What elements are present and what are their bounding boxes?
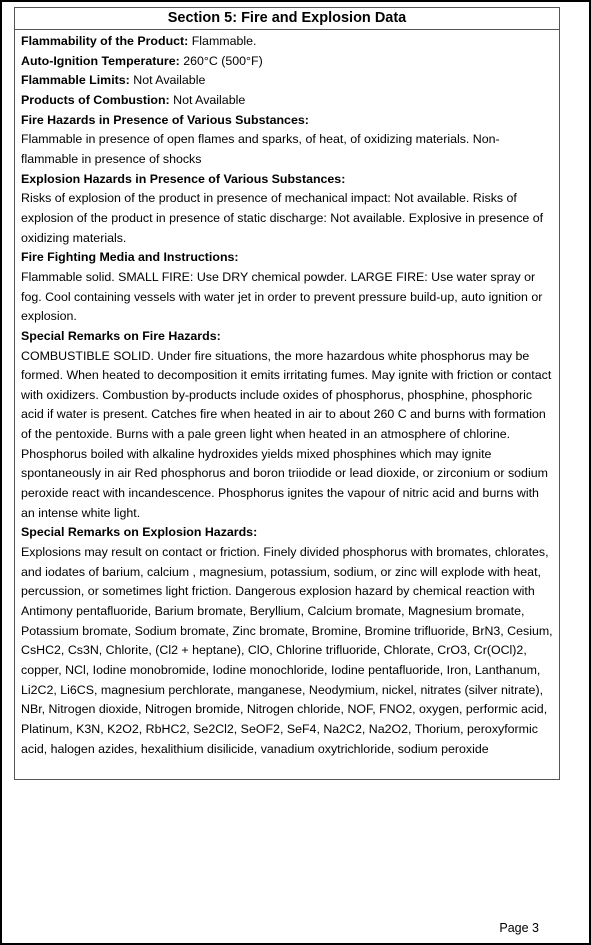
fire-fighting-text: Flammable solid. SMALL FIRE: Use DRY chemical powder. LARGE FIRE: Use water spray or fog. Cool containing vessels with water jet in order to prevent pressure build-up, auto ignition or explosion. xyxy=(21,269,543,324)
explosion-remarks-heading: Special Remarks on Explosion Hazards: xyxy=(21,525,258,540)
autoignition-value: 260°C (500°F) xyxy=(179,53,263,68)
explosion-hazards-text: Risks of explosion of the product in presence of mechanical impact: Not available. Risks of explosion of the product in presence of static discharge: Not available. Explosive in presence of oxidizing materials. xyxy=(21,191,544,245)
flammable-limits-label: Flammable Limits: xyxy=(21,73,130,88)
products-combustion-row xyxy=(21,91,555,111)
fire-hazards-heading: Fire Hazards in Presence of Various Substances: xyxy=(21,112,309,127)
section-body xyxy=(15,30,559,759)
flammability-label: Flammability of the Product: xyxy=(21,34,189,48)
autoignition-row xyxy=(21,52,555,72)
fire-remarks-text: COMBUSTIBLE SOLID. Under fire situations, the more hazardous white phosphorus may be formed. When heated to decomposition it emits irritating fumes. May ignite with friction or contact with oxidizers. Combustion by-products include oxides of phosphorus, phosphine, phosphoric acid if water is present. Catches fire when heated in air to about 260 C and burns with formation of the pentoxide. Burns with a pale green light when heated in an atmosphere of chlorine. Phosphorus boiled with alkaline hydroxides yields mixed phosphines which may ignite spontaneously in air Red phosphorus and boron triiodide or lead dioxide, or zirconium or sodium peroxide react with incandescence. Phosphorus ignites the vapour of nitric acid and burns with an intense white light. xyxy=(21,348,552,520)
products-combustion-value: Not Available xyxy=(169,92,246,107)
page-number: Page 3 xyxy=(499,921,539,935)
autoignition-label: Auto-Ignition Temperature: xyxy=(21,53,180,68)
section-title: Section 5: Fire and Explosion Data xyxy=(15,8,559,30)
flammable-limits-row xyxy=(21,71,555,91)
explosion-hazards-heading: Explosion Hazards in Presence of Various Substances: xyxy=(21,171,346,186)
fire-fighting-heading: Fire Fighting Media and Instructions: xyxy=(21,250,239,265)
flammable-limits-value: Not Available xyxy=(129,73,206,88)
flammability-row xyxy=(21,32,555,52)
products-combustion-label: Products of Combustion: xyxy=(21,92,170,107)
fire-hazards-text: Flammable in presence of open flames and sparks, of heat, of oxidizing materials. Non-flammable in presence of shocks xyxy=(21,132,500,166)
fire-remarks-heading: Special Remarks on Fire Hazards: xyxy=(21,328,221,343)
explosion-remarks-text: Explosions may result on contact or friction. Finely divided phosphorus with bromates, chlorates, and iodates of barium, calcium , magnesium, potassium, sodium, or zinc will explode with heat, percussion, or sometimes light friction. Dangerous explosion hazard by chemical reaction with Antimony pentafluoride, Barium bromate, Beryllium, Calcium bromate, Magnesium bromate, Potassium bromate, Sodium bromate, Zinc bromate, Bromine, Bromine trifluoride, BrN3, Cesium, CsHC2, Cs3N, Chlorite, (Cl2 + heptane), ClO, Chlorine trifluoride, Chlorate, CrO3, Cr(OCl)2, copper, NCl, Iodine monobromide, Iodine monochloride, Iodine pentafluoride, Iron, Lanthanum, Li2C2, Li6CS, magnesium perchlorate, manganese, Neodymium, nickel, nitrates (silver nitrate), NBr, Nitrogen dioxide, Nitrogen bromide, Nitrogen chloride, NOF, FNO2, oxygen, performic acid, Platinum, K3N, K2O2, RbHC2, Se2Cl2, SeOF2, SeF4, Na2C2, Na2O2, Thorium, peroxyformic acid, halogen azides, hexalithium disilicide, vanadium oxytrichloride, sodium peroxide xyxy=(21,545,553,756)
fire-explosion-section xyxy=(14,7,560,780)
flammability-value: Flammable. xyxy=(188,34,257,48)
